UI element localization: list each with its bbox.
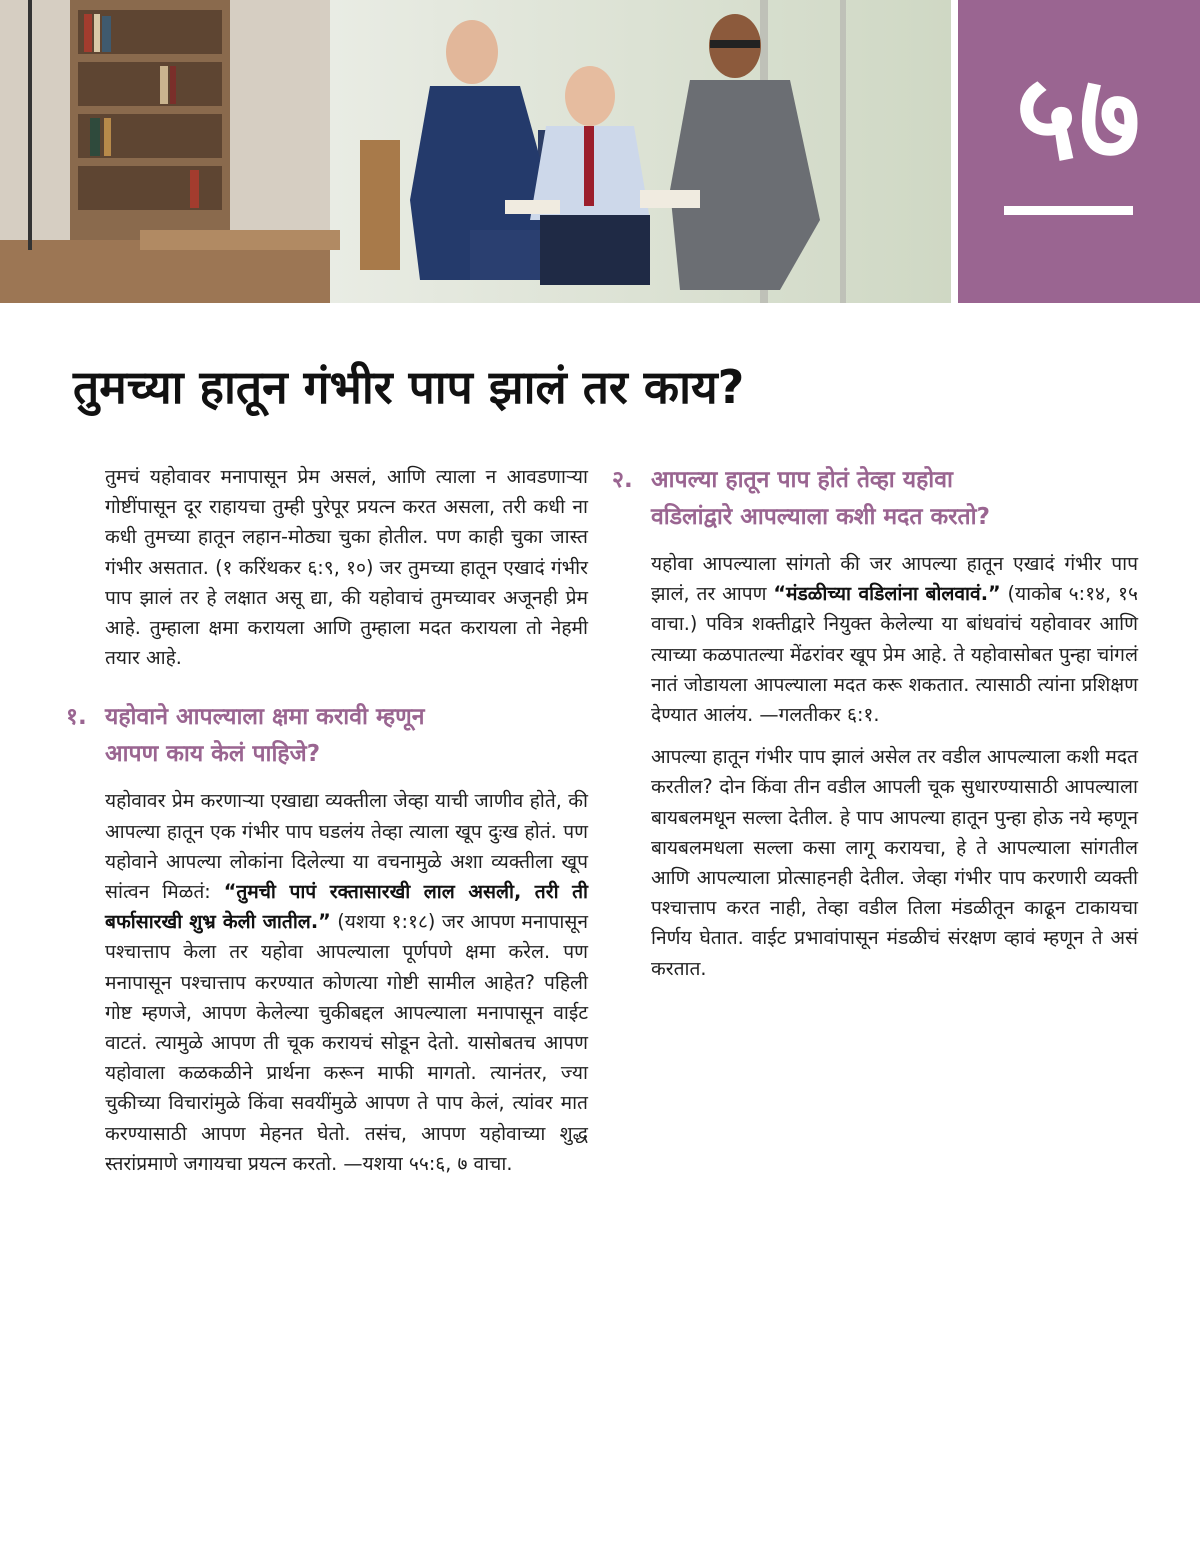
section-2-p1-after: (याकोब ५:१४, १५ वाचा.) पवित्र शक्तीद्वारे नियुक्त केलेल्या या बांधवांचं यहोवावर आणि त्याच्या कळपातल्या मेंढरांवर खूप प्रेम आहे. ते यहोवासोबत पुन्हा चांगलं नातं जोडायला आपल्याला मदत करू शकतात. त्यासाठी त्यांना प्रशिक्षण देण्यात आलंय. —गलतीकर ६:१.	[651, 582, 1138, 727]
section-2-heading	[612, 462, 1138, 536]
section-1-quote: “तुमची पापं रक्तासारखी लाल असली, तरी ती बर्फासारखी शुभ्र केली जातील.”	[105, 880, 588, 934]
section-2-paragraph-2: आपल्या हातून गंभीर पाप झालं असेल तर वडील आपल्याला कशी मदत करतील? दोन किंवा तीन वडील आपली चूक सुधारण्यासाठी आपल्याला बायबलमधून सल्ला देतील. हे पाप आपल्या हातून पुन्हा होऊ नये म्हणून बायबलमधला सल्ला कसा लागू करायचा, हे ते आपल्याला सांगतील आणि आपल्याला प्रोत्साहनही देतील. जेव्हा गंभीर पाप करणारी व्यक्ती पश्चात्ताप करत नाही, तेव्हा वडील तिला मंडळीतून काढून टाकायचा निर्णय घेतात. वाईट प्रभावांपासून मंडळीचं संरक्षण व्हावं म्हणून ते असं करतात.	[651, 745, 1138, 980]
chapter-badge	[958, 0, 1200, 303]
right-column	[612, 462, 1138, 984]
section-2-p1-quote: “मंडळीच्या वडिलांना बोलवावं.”	[773, 582, 1001, 606]
page-title: तुमच्या हातून गंभीर पाप झालं तर काय?	[73, 360, 745, 414]
chapter-number: ५७	[1015, 48, 1143, 186]
chapter-underline	[1004, 206, 1133, 215]
hero-photo	[0, 0, 951, 303]
section-2-paragraph-1	[612, 549, 1138, 730]
section-2-heading-line2: वडिलांद्वारे आपल्याला कशी मदत करतो?	[651, 504, 990, 530]
section-2-p1-before: यहोवा आपल्याला सांगतो की जर आपल्या हातून एखादं गंभीर पाप झालं, तर आपण	[651, 552, 1138, 606]
intro-paragraph: तुमचं यहोवावर मनापासून प्रेम असलं, आणि त्याला न आवडणाऱ्या गोष्टींपासून दूर राहायचा तुम्ही पुरेपूर प्रयत्न करत असला, तरी कधी ना कधी तुमच्या हातून लहान-मोठ्या चुका होतील. पण काही चुका जास्त गंभीर असतात. (१ करिंथकर ६:९, १०) जर तुमच्या हातून एखादं गंभीर पाप झालं तर हे लक्षात असू द्या, की यहोवाचं तुमच्यावर अजूनही प्रेम आहे. तुम्हाला क्षमा करायला आणि तुम्हाला मदत करायला तो नेहमी तयार आहे.	[105, 465, 588, 670]
section-1-heading-line1: यहोवाने आपल्याला क्षमा करावी म्हणून	[105, 704, 425, 731]
section-1-text-before: यहोवावर प्रेम करणाऱ्या एखाद्या व्यक्तीला जेव्हा याची जाणीव होते, की आपल्या हातून एक गंभीर पाप घडलंय तेव्हा त्याला खूप दुःख होतं. पण यहोवाने आपल्या लोकांना दिलेल्या या वचनामुळे अशा व्यक्तीला खूप सांत्वन मिळतं:	[105, 789, 588, 904]
section-2-number: २.	[612, 467, 633, 493]
section-1-paragraph	[66, 786, 588, 1179]
section-1-number: १.	[66, 704, 87, 731]
section-2-heading-line1: आपल्या हातून पाप होतं तेव्हा यहोवा	[651, 467, 954, 493]
section-1-heading	[66, 699, 588, 773]
photo-illustration	[0, 0, 951, 303]
section-1-text-after: (यशया १:१८) जर आपण मनापासून पश्चात्ताप केला तर यहोवा आपल्याला पूर्णपणे क्षमा करेल. पण मनापासून पश्चात्ताप करण्यात कोणत्या गोष्टी सामील आहेत? पहिली गोष्ट म्हणजे, आपण केलेल्या चुकीबद्दल आपल्याला मनापासून वाईट वाटतं. त्यामुळे आपण ती चूक करायचं सोडून देतो. यासोबतच आपण यहोवाला कळकळीने प्रार्थना करून माफी मागतो. त्यानंतर, ज्या चुकीच्या विचारांमुळे किंवा सवयींमुळे आपण ते पाप केलं, त्यांवर मात करण्यासाठी आपण मेहनत घेतो. तसंच, आपण यहोवाच्या शुद्ध स्तरांप्रमाणे जगायचा प्रयत्न करतो. —यशया ५५:६, ७ वाचा.	[105, 910, 588, 1175]
section-1-heading-line2: आपण काय केलं पाहिजे?	[105, 741, 321, 768]
left-column	[66, 462, 588, 1179]
